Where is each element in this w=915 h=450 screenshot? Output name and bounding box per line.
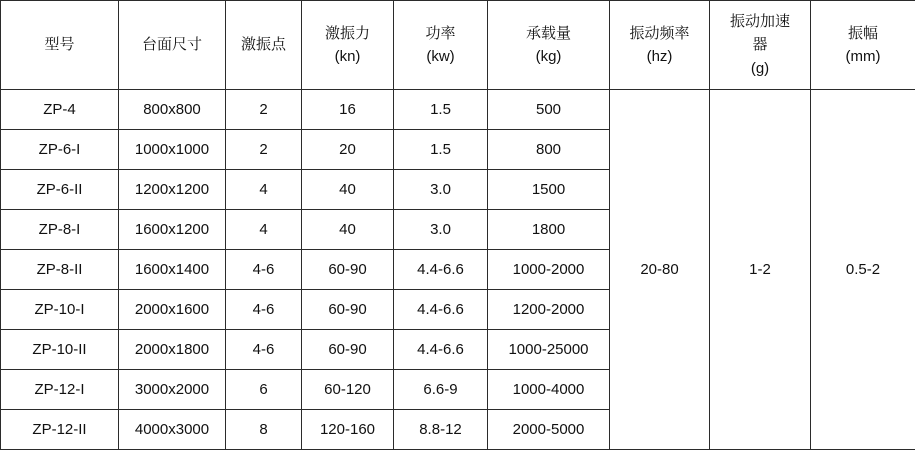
column-header-load-capacity: 承载量 (kg) xyxy=(488,1,610,90)
table-body xyxy=(1,90,915,450)
cell-load: 500 xyxy=(488,90,610,130)
cell-model: ZP-10-I xyxy=(1,290,119,330)
table-row xyxy=(1,90,915,130)
cell-load: 1000-4000 xyxy=(488,370,610,410)
column-header-excitation-force: 激振力 (kn) xyxy=(302,1,394,90)
cell-load: 1500 xyxy=(488,170,610,210)
cell-size: 1600x1400 xyxy=(119,250,226,290)
cell-size: 4000x3000 xyxy=(119,410,226,450)
cell-model: ZP-12-II xyxy=(1,410,119,450)
cell-model: ZP-8-II xyxy=(1,250,119,290)
cell-size: 2000x1600 xyxy=(119,290,226,330)
column-header-model: 型号 xyxy=(1,1,119,90)
cell-model: ZP-4 xyxy=(1,90,119,130)
cell-force: 40 xyxy=(302,210,394,250)
cell-size: 1600x1200 xyxy=(119,210,226,250)
cell-force: 60-120 xyxy=(302,370,394,410)
cell-model: ZP-6-I xyxy=(1,130,119,170)
cell-size: 800x800 xyxy=(119,90,226,130)
cell-load: 1000-2000 xyxy=(488,250,610,290)
column-header-table-size: 台面尺寸 xyxy=(119,1,226,90)
column-header-power: 功率 (kw) xyxy=(394,1,488,90)
cell-model: ZP-10-II xyxy=(1,330,119,370)
cell-points: 4-6 xyxy=(226,250,302,290)
cell-points: 4-6 xyxy=(226,290,302,330)
column-header-amplitude: 振幅 (mm) xyxy=(811,1,915,90)
cell-load: 800 xyxy=(488,130,610,170)
cell-points: 2 xyxy=(226,130,302,170)
cell-size: 1000x1000 xyxy=(119,130,226,170)
column-header-vibration-acceleration: 振动加速 器 (g) xyxy=(710,1,811,90)
cell-points: 2 xyxy=(226,90,302,130)
cell-amplitude-merged: 0.5-2 xyxy=(811,90,915,450)
cell-points: 4-6 xyxy=(226,330,302,370)
cell-force: 60-90 xyxy=(302,290,394,330)
cell-vibration-frequency-merged: 20-80 xyxy=(610,90,710,450)
cell-power: 4.4-6.6 xyxy=(394,330,488,370)
cell-points: 6 xyxy=(226,370,302,410)
cell-force: 40 xyxy=(302,170,394,210)
header-row xyxy=(1,1,915,90)
cell-force: 60-90 xyxy=(302,330,394,370)
cell-power: 1.5 xyxy=(394,130,488,170)
cell-points: 8 xyxy=(226,410,302,450)
cell-load: 1200-2000 xyxy=(488,290,610,330)
cell-power: 6.6-9 xyxy=(394,370,488,410)
cell-force: 120-160 xyxy=(302,410,394,450)
table-header xyxy=(1,1,915,90)
cell-power: 8.8-12 xyxy=(394,410,488,450)
cell-model: ZP-12-I xyxy=(1,370,119,410)
cell-size: 1200x1200 xyxy=(119,170,226,210)
cell-model: ZP-6-II xyxy=(1,170,119,210)
cell-force: 60-90 xyxy=(302,250,394,290)
cell-vibration-acceleration-merged: 1-2 xyxy=(710,90,811,450)
cell-power: 4.4-6.6 xyxy=(394,290,488,330)
cell-power: 4.4-6.6 xyxy=(394,250,488,290)
cell-load: 2000-5000 xyxy=(488,410,610,450)
column-header-vibration-frequency: 振动频率 (hz) xyxy=(610,1,710,90)
cell-force: 20 xyxy=(302,130,394,170)
cell-load: 1000-25000 xyxy=(488,330,610,370)
cell-force: 16 xyxy=(302,90,394,130)
cell-points: 4 xyxy=(226,210,302,250)
cell-size: 2000x1800 xyxy=(119,330,226,370)
cell-model: ZP-8-I xyxy=(1,210,119,250)
cell-power: 1.5 xyxy=(394,90,488,130)
cell-power: 3.0 xyxy=(394,210,488,250)
column-header-excitation-points: 激振点 xyxy=(226,1,302,90)
cell-power: 3.0 xyxy=(394,170,488,210)
cell-points: 4 xyxy=(226,170,302,210)
cell-size: 3000x2000 xyxy=(119,370,226,410)
cell-load: 1800 xyxy=(488,210,610,250)
